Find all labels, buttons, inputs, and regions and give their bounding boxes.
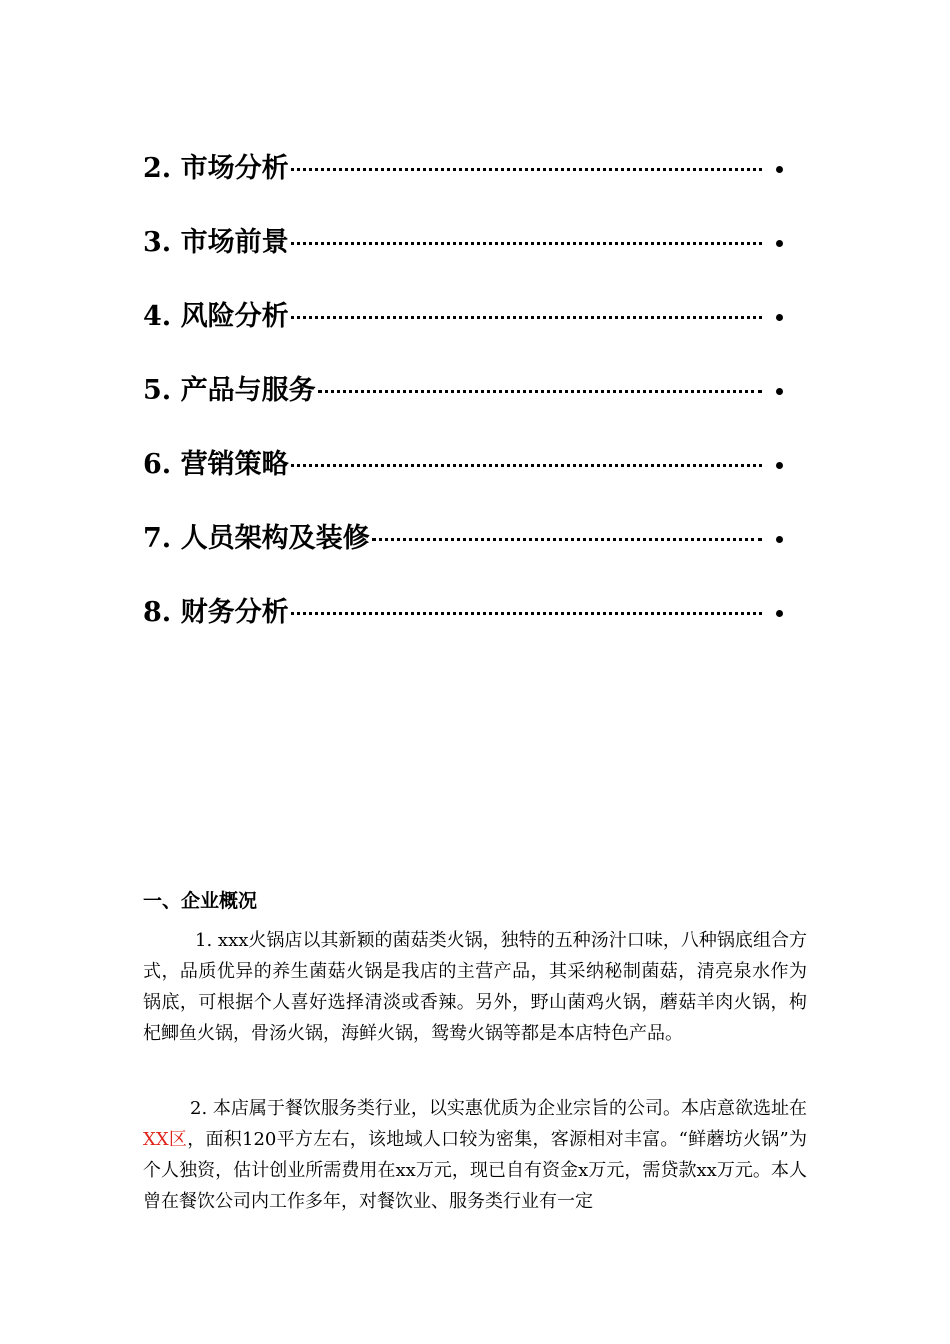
- toc-bullet-icon: [776, 240, 783, 247]
- toc-bullet-icon: [776, 610, 783, 617]
- toc-leader-dots: [318, 390, 762, 393]
- toc-leader-dots: [372, 538, 762, 541]
- toc-item[interactable]: [143, 424, 783, 498]
- toc-item-label: 8. 财务分析: [143, 596, 289, 628]
- toc-item-label: 7. 人员架构及装修: [143, 522, 370, 554]
- toc-item-label: 2. 市场分析: [143, 152, 289, 184]
- body-paragraph-2: [143, 1093, 807, 1217]
- toc-item-label: 6. 营销策略: [143, 448, 289, 480]
- paragraph-text: ，面积120平方左右，该地域人口较为密集，客源相对丰富。“鲜蘑坊火锅”为个人独资，估计创业所需费用在xx万元，现已自有资金x万元，需贷款xx万元。本人曾在餐饮公司内工作多年，对餐饮业、服务类行业有一定: [143, 1129, 807, 1212]
- toc-item[interactable]: [143, 276, 783, 350]
- toc-bullet-icon: [776, 314, 783, 321]
- toc-bullet-icon: [776, 388, 783, 395]
- toc-item[interactable]: [143, 202, 783, 276]
- toc-item[interactable]: [143, 572, 783, 646]
- toc-leader-dots: [291, 464, 762, 467]
- toc-leader-dots: [291, 168, 762, 171]
- toc-item[interactable]: [143, 498, 783, 572]
- table-of-contents: [143, 128, 783, 646]
- toc-leader-dots: [291, 242, 762, 245]
- toc-bullet-icon: [776, 462, 783, 469]
- toc-leader-dots: [291, 316, 762, 319]
- toc-bullet-icon: [776, 536, 783, 543]
- toc-item-label: 4. 风险分析: [143, 300, 289, 332]
- toc-leader-dots: [291, 612, 762, 615]
- paragraph-text: 2. 本店属于餐饮服务类行业，以实惠优质为企业宗旨的公司。本店意欲选址在: [190, 1098, 807, 1119]
- toc-item-label: 5. 产品与服务: [143, 374, 316, 406]
- toc-bullet-icon: [776, 166, 783, 173]
- toc-item[interactable]: [143, 128, 783, 202]
- highlighted-location: XX区: [143, 1129, 188, 1150]
- body-paragraph-1: 1. xxx火锅店以其新颖的菌菇类火锅，独特的五种汤汁口味，八种锅底组合方式，品质优异的养生菌菇火锅是我店的主营产品，其采纳秘制菌菇，清亮泉水作为锅底，可根据个人喜好选择清淡或香辣。另外，野山菌鸡火锅，蘑菇羊肉火锅，枸杞鲫鱼火锅，骨汤火锅，海鲜火锅，鸳鸯火锅等都是本店特色产品。: [143, 930, 807, 1044]
- toc-item-label: 3. 市场前景: [143, 226, 289, 258]
- section-heading: 一、企业概况: [143, 890, 258, 912]
- toc-item[interactable]: [143, 350, 783, 424]
